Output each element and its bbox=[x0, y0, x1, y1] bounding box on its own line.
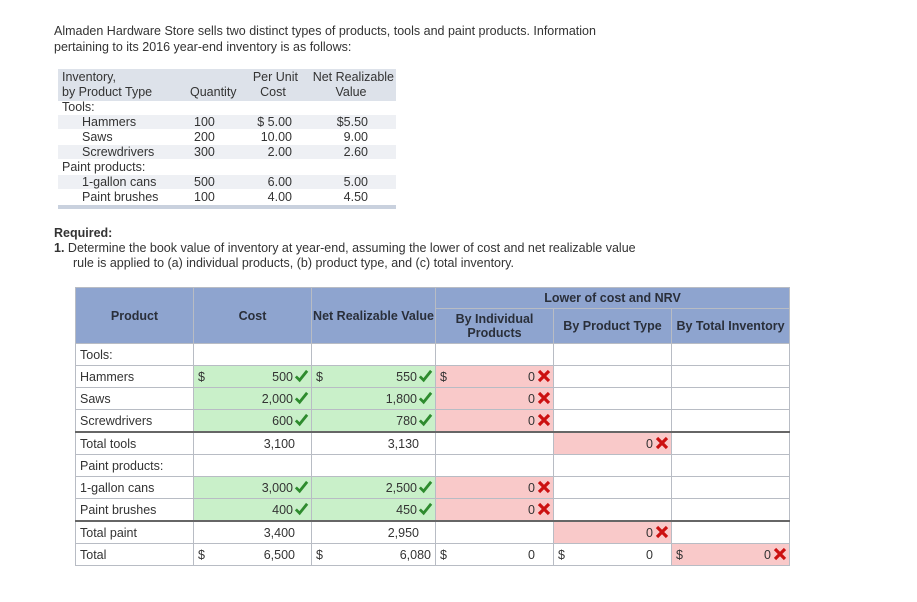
type-grand-total bbox=[554, 544, 672, 566]
x-icon bbox=[537, 480, 551, 494]
info-header-nrv-1: Net Realizable bbox=[312, 70, 394, 84]
cost-value: 3,400 bbox=[263, 526, 295, 540]
required-title: Required: bbox=[54, 226, 113, 240]
nrv-value: 2,950 bbox=[387, 526, 419, 540]
info-row-cost: $ 5.00 bbox=[257, 115, 292, 129]
header-product: Product bbox=[76, 288, 194, 344]
intro-text bbox=[54, 23, 654, 55]
individual-value: 0 bbox=[528, 414, 535, 428]
nrv-grand-total bbox=[312, 544, 436, 566]
nrv-input[interactable] bbox=[312, 388, 436, 410]
x-icon bbox=[537, 413, 551, 427]
check-icon bbox=[294, 412, 309, 427]
nrv-value: 450 bbox=[396, 503, 417, 517]
empty-cell bbox=[554, 366, 672, 388]
row-label: Total bbox=[76, 544, 194, 566]
individual-value: 0 bbox=[528, 503, 535, 517]
info-row-qty: 100 bbox=[194, 190, 215, 204]
x-icon bbox=[773, 547, 787, 561]
check-icon bbox=[418, 412, 433, 427]
check-icon bbox=[294, 390, 309, 405]
empty-cell bbox=[672, 344, 790, 366]
table-row bbox=[76, 521, 790, 544]
check-icon bbox=[418, 368, 433, 383]
nrv-total bbox=[312, 432, 436, 455]
table-row bbox=[76, 544, 790, 566]
cost-value: 3,100 bbox=[263, 437, 295, 451]
empty-cell bbox=[554, 388, 672, 410]
row-label: 1-gallon cans bbox=[76, 477, 194, 499]
individual-input[interactable] bbox=[436, 499, 554, 522]
row-label: Saws bbox=[76, 388, 194, 410]
info-row-cost: 6.00 bbox=[267, 175, 292, 189]
cost-value: 6,500 bbox=[263, 548, 295, 562]
empty-cell bbox=[672, 521, 790, 544]
individual-input[interactable] bbox=[436, 366, 554, 388]
info-row-label: Paint products: bbox=[62, 160, 146, 174]
info-header-cost-2: Cost bbox=[260, 85, 286, 99]
table-row bbox=[76, 432, 790, 455]
info-header-cost-1: Per Unit bbox=[252, 70, 298, 84]
cost-value: 400 bbox=[272, 503, 293, 517]
info-row-label: Tools: bbox=[62, 100, 95, 114]
empty-cell bbox=[436, 432, 554, 455]
check-icon bbox=[294, 479, 309, 494]
nrv-value: 6,080 bbox=[399, 548, 431, 562]
empty-cell bbox=[672, 410, 790, 433]
individual-input[interactable] bbox=[436, 388, 554, 410]
individual-grand-total bbox=[436, 544, 554, 566]
empty-cell bbox=[672, 388, 790, 410]
empty-cell bbox=[554, 455, 672, 477]
x-icon bbox=[655, 525, 669, 539]
empty-cell bbox=[672, 455, 790, 477]
x-icon bbox=[537, 369, 551, 383]
info-row-nrv: $5.50 bbox=[336, 115, 368, 129]
dollar-sign: $ bbox=[198, 370, 205, 384]
info-row-cost: 10.00 bbox=[260, 130, 292, 144]
empty-cell bbox=[436, 344, 554, 366]
intro-line-2: pertaining to its 2016 year-end inventory is as follows: bbox=[54, 40, 352, 54]
row-label: Screwdrivers bbox=[76, 410, 194, 433]
cost-value: 500 bbox=[272, 370, 293, 384]
cost-input[interactable] bbox=[194, 410, 312, 433]
x-icon bbox=[655, 436, 669, 450]
info-header-type-1: Inventory, bbox=[62, 70, 116, 84]
info-row-nrv: 9.00 bbox=[343, 130, 368, 144]
empty-cell bbox=[554, 410, 672, 433]
dollar-sign: $ bbox=[316, 548, 323, 562]
cost-total bbox=[194, 432, 312, 455]
empty-cell bbox=[194, 455, 312, 477]
nrv-input[interactable] bbox=[312, 366, 436, 388]
total-input[interactable] bbox=[672, 544, 790, 566]
header-by-individual: By Individual Products bbox=[436, 309, 554, 344]
info-row-nrv: 4.50 bbox=[343, 190, 368, 204]
table-row bbox=[76, 455, 790, 477]
check-icon bbox=[418, 501, 433, 516]
check-icon bbox=[294, 501, 309, 516]
info-row-label: Saws bbox=[82, 130, 113, 144]
x-icon bbox=[537, 502, 551, 516]
cost-value: 3,000 bbox=[261, 481, 293, 495]
info-row-label: Screwdrivers bbox=[82, 145, 155, 159]
type-value: 0 bbox=[646, 548, 653, 562]
answer-grid bbox=[75, 287, 790, 566]
check-icon bbox=[418, 390, 433, 405]
table-row bbox=[76, 499, 790, 522]
info-bottom-bar bbox=[58, 205, 396, 209]
check-icon bbox=[294, 368, 309, 383]
row-label: Tools: bbox=[76, 344, 194, 366]
type-value: 0 bbox=[646, 437, 653, 451]
type-input[interactable] bbox=[554, 521, 672, 544]
header-lower-of-cost: Lower of cost and NRV bbox=[436, 288, 790, 309]
cost-input[interactable] bbox=[194, 388, 312, 410]
row-label: Paint products: bbox=[76, 455, 194, 477]
cost-total bbox=[194, 521, 312, 544]
info-row-nrv: 5.00 bbox=[343, 175, 368, 189]
empty-cell bbox=[312, 344, 436, 366]
info-row-qty: 100 bbox=[194, 115, 215, 129]
dollar-sign: $ bbox=[440, 370, 447, 384]
empty-cell bbox=[554, 499, 672, 522]
dollar-sign: $ bbox=[316, 370, 323, 384]
individual-value: 0 bbox=[528, 370, 535, 384]
row-label: Paint brushes bbox=[76, 499, 194, 522]
cost-input[interactable] bbox=[194, 499, 312, 522]
nrv-value: 3,130 bbox=[387, 437, 419, 451]
cost-value: 600 bbox=[272, 414, 293, 428]
empty-cell bbox=[436, 521, 554, 544]
nrv-input[interactable] bbox=[312, 477, 436, 499]
total-value: 0 bbox=[764, 548, 771, 562]
type-value: 0 bbox=[646, 526, 653, 540]
row-label: Total paint bbox=[76, 521, 194, 544]
table-row bbox=[76, 344, 790, 366]
nrv-value: 1,800 bbox=[385, 392, 417, 406]
table-row bbox=[76, 477, 790, 499]
empty-cell bbox=[672, 477, 790, 499]
individual-value: 0 bbox=[528, 481, 535, 495]
row-label: Hammers bbox=[76, 366, 194, 388]
info-row-qty: 500 bbox=[194, 175, 215, 189]
nrv-value: 550 bbox=[396, 370, 417, 384]
nrv-value: 780 bbox=[396, 414, 417, 428]
empty-cell bbox=[672, 499, 790, 522]
individual-value: 0 bbox=[528, 548, 535, 562]
cost-grand-total bbox=[194, 544, 312, 566]
nrv-input[interactable] bbox=[312, 499, 436, 522]
required-item-number: 1. bbox=[54, 241, 65, 255]
individual-input[interactable] bbox=[436, 410, 554, 433]
nrv-input[interactable] bbox=[312, 410, 436, 433]
dollar-sign: $ bbox=[676, 548, 683, 562]
header-by-total: By Total Inventory bbox=[672, 309, 790, 344]
inventory-info-table bbox=[58, 69, 396, 209]
header-by-type: By Product Type bbox=[554, 309, 672, 344]
empty-cell bbox=[554, 477, 672, 499]
table-row bbox=[76, 366, 790, 388]
empty-cell bbox=[312, 455, 436, 477]
empty-cell bbox=[672, 432, 790, 455]
info-row-nrv: 2.60 bbox=[343, 145, 368, 159]
info-row-qty: 200 bbox=[194, 130, 215, 144]
individual-input[interactable] bbox=[436, 477, 554, 499]
required-line-1: Determine the book value of inventory at year-end, assuming the lower of cost and net realizable value bbox=[67, 241, 636, 255]
required-section bbox=[54, 226, 636, 271]
dollar-sign: $ bbox=[558, 548, 565, 562]
empty-cell bbox=[436, 455, 554, 477]
info-header-quantity: Quantity bbox=[190, 85, 237, 99]
info-row-label: Paint brushes bbox=[82, 190, 159, 204]
check-icon bbox=[418, 479, 433, 494]
info-row-label: 1-gallon cans bbox=[82, 175, 157, 189]
cost-value: 2,000 bbox=[261, 392, 293, 406]
info-header-type-2: by Product Type bbox=[62, 85, 153, 99]
info-header-nrv-2: Value bbox=[335, 85, 367, 99]
table-row bbox=[76, 410, 790, 433]
cost-input[interactable] bbox=[194, 366, 312, 388]
nrv-value: 2,500 bbox=[385, 481, 417, 495]
header-cost: Cost bbox=[194, 288, 312, 344]
required-line-2: rule is applied to (a) individual products, (b) product type, and (c) total inventory. bbox=[73, 256, 514, 270]
header-nrv: Net Realizable Value bbox=[312, 288, 436, 344]
info-row-cost: 2.00 bbox=[267, 145, 292, 159]
type-input[interactable] bbox=[554, 432, 672, 455]
empty-cell bbox=[194, 344, 312, 366]
row-label: Total tools bbox=[76, 432, 194, 455]
dollar-sign: $ bbox=[440, 548, 447, 562]
info-row-label: Hammers bbox=[82, 115, 137, 129]
x-icon bbox=[537, 391, 551, 405]
cost-input[interactable] bbox=[194, 477, 312, 499]
individual-value: 0 bbox=[528, 392, 535, 406]
empty-cell bbox=[672, 366, 790, 388]
nrv-total bbox=[312, 521, 436, 544]
empty-cell bbox=[554, 344, 672, 366]
intro-line-1: Almaden Hardware Store sells two distinct types of products, tools and paint products. Information bbox=[54, 24, 596, 38]
table-row bbox=[76, 388, 790, 410]
info-row-qty: 300 bbox=[194, 145, 215, 159]
info-row-cost: 4.00 bbox=[267, 190, 292, 204]
dollar-sign: $ bbox=[198, 548, 205, 562]
